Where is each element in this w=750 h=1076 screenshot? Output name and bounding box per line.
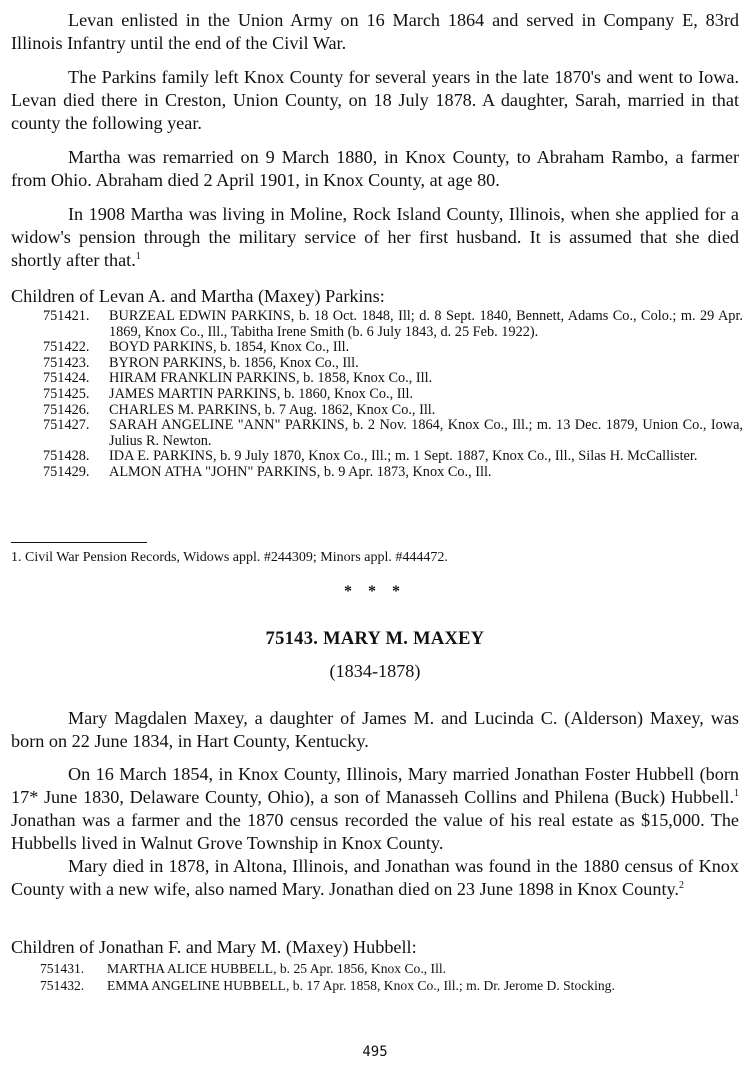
list-item [43,387,743,403]
paragraph-marriage-text-cont: Jonathan was a farmer and the 1870 census recorded the value of his real estate as $15,000. The Hubbells lived in Walnut Grove Township in Knox County. [11,810,739,853]
paragraph-marriage [11,763,739,855]
child-entry: CHARLES M. PARKINS, b. 7 Aug. 1862, Knox Co., Ill. [109,401,436,418]
paragraph-pension [11,203,739,272]
list-item [43,356,743,372]
child-number: 751424. [43,370,90,387]
footnote: 1. Civil War Pension Records, Widows appl. #244309; Minors appl. #444472. [11,550,448,565]
child-entry: JAMES MARTIN PARKINS, b. 1860, Knox Co., Ill. [109,385,414,402]
child-entry: HIRAM FRANKLIN PARKINS, b. 1858, Knox Co., Ill. [109,370,433,387]
child-entry: BYRON PARKINS, b. 1856, Knox Co., Ill. [109,354,359,371]
child-entry: BURZEAL EDWIN PARKINS, b. 18 Oct. 1848, Ill; d. 8 Sept. 1840, Bennett, Adams Co., Colo.; m. 29 Apr. 1869, Knox Co., Ill., Tabitha Irene Smith (b. 6 July 1843, d. 25 Feb. 1922). [109,308,743,340]
section-years: (1834-1878) [329,661,421,681]
footnote-marker: 2 [678,880,684,891]
section-title: 75143. MARY M. MAXEY [265,629,485,649]
children-heading: Children of Jonathan F. and Mary M. (Maxey) Hubbell: [11,937,417,957]
list-item [43,403,743,419]
child-number: 751429. [43,463,90,480]
paragraph-remarriage: Martha was remarried on 9 March 1880, in Knox County, to Abraham Rambo, a farmer from Ohio. Abraham died 2 April 1901, in Knox County, at age 80. [11,147,739,190]
footnote-marker: 1 [135,251,141,262]
list-item [43,418,743,449]
section-separator: * * * [344,583,406,600]
page-number: 495 [362,1044,388,1060]
child-number: 751422. [43,339,90,356]
child-number: 751421. [43,308,90,324]
footnote-divider [11,542,147,543]
child-entry: BOYD PARKINS, b. 1854, Knox Co., Ill. [109,339,350,356]
paragraph-death [11,855,739,901]
list-item [43,340,743,356]
child-number: 751426. [43,401,90,418]
list-item [40,961,745,978]
children-heading: Children of Levan A. and Martha (Maxey) Parkins: [11,286,385,306]
footnote-marker: 1 [734,788,739,799]
child-number: 751428. [43,448,90,465]
child-number: 751432. [40,977,85,993]
paragraph-death-text: Mary died in 1878, in Altona, Illinois, and Jonathan was found in the 1880 census of Knox County with a new wife, also named Mary. Jonathan died on 23 June 1898 in Knox County. [11,856,739,899]
paragraph-iowa: The Parkins family left Knox County for several years in the late 1870's and went to Iowa. Levan died there in Creston, Union County, on 18 July 1878. A daughter, Sarah, married in that county the following year. [11,67,739,133]
children-list [43,309,743,481]
child-entry: IDA E. PARKINS, b. 9 July 1870, Knox Co., Ill.; m. 1 Sept. 1887, Knox Co., Ill., Silas H. McCallister. [109,448,698,465]
child-entry: EMMA ANGELINE HUBBELL, b. 17 Apr. 1858, Knox Co., Ill.; m. Dr. Jerome D. Stocking. [107,977,615,993]
child-number: 751423. [43,354,90,371]
child-entry: SARAH ANGELINE "ANN" PARKINS, b. 2 Nov. 1864, Knox Co., Ill.; m. 13 Dec. 1879, Union Co., Iowa, Julius R. Newton. [109,417,743,449]
child-entry: MARTHA ALICE HUBBELL, b. 25 Apr. 1856, Knox Co., Ill. [107,961,447,976]
paragraph-enlistment: Levan enlisted in the Union Army on 16 March 1864 and served in Company E, 83rd Illinois Infantry until the end of the Civil War. [11,10,739,53]
paragraph-birth: Mary Magdalen Maxey, a daughter of James M. and Lucinda C. (Alderson) Maxey, was born on 22 June 1834, in Hart County, Kentucky. [11,708,739,751]
child-entry: ALMON ATHA "JOHN" PARKINS, b. 9 Apr. 1873, Knox Co., Ill. [109,463,492,480]
children-list [40,961,745,994]
paragraph-marriage-text: On 16 March 1854, in Knox County, Illinois, Mary married Jonathan Foster Hubbell (born 17* June 1830, Delaware County, Ohio), a son of Manasseh Collins and Philena (Buck) Hubbell. [11,764,739,807]
paragraph-pension-text: In 1908 Martha was living in Moline, Rock Island County, Illinois, when she applied for a widow's pension through the military service of her first husband. It is assumed that she died shortly after that. [11,204,739,270]
child-number: 751427. [43,417,90,434]
list-item [43,371,743,387]
list-item [43,465,743,481]
list-item [43,309,743,340]
child-number: 751425. [43,385,90,402]
child-number: 751431. [40,961,85,976]
list-item [43,449,743,465]
list-item [40,978,745,995]
